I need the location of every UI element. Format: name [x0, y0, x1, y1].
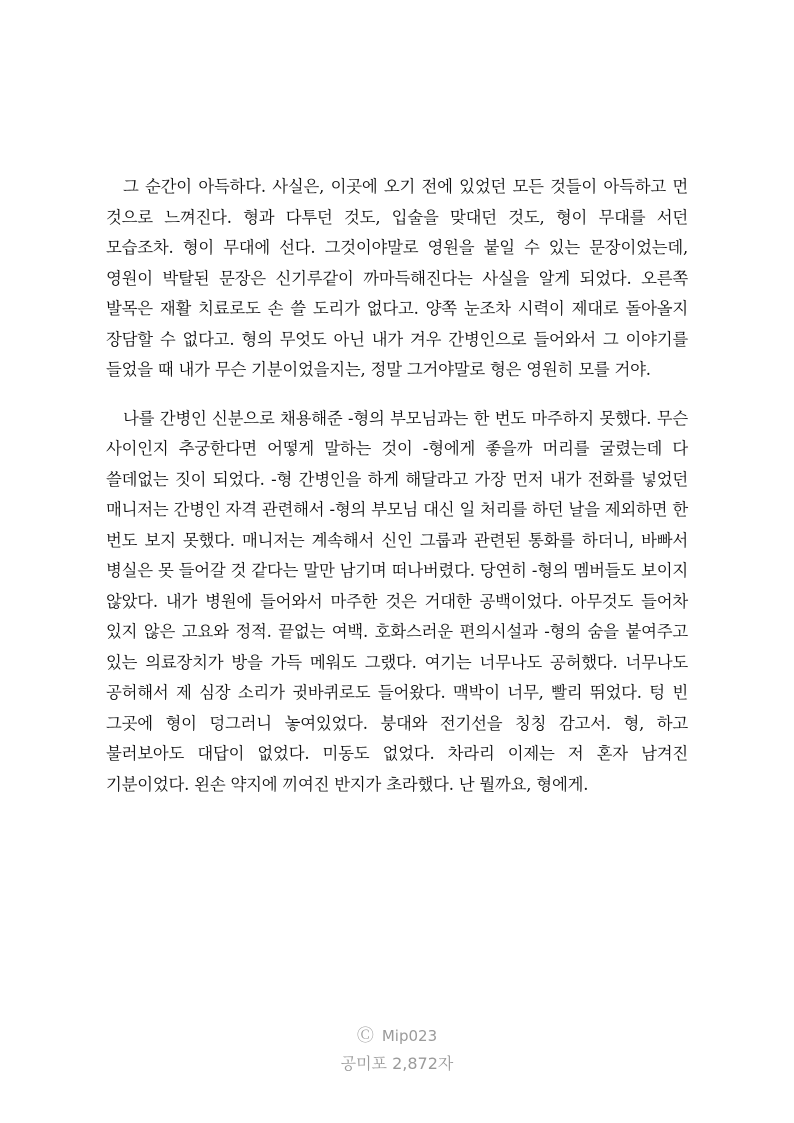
copyright-icon: Ⓒ — [356, 1026, 374, 1046]
copyright-line — [0, 1026, 794, 1046]
paragraph-2: 나를 간병인 신분으로 채용해준 -형의 부모님과는 한 번도 마주하지 못했다. 무슨 사이인지 추궁한다면 어떻게 말하는 것이 -형에게 좋을까 머리를 굴렸는데 다 쓸데없는 짓이 되었다. -형 간병인을 하게 해달라고 가장 먼저 내가 전화를 넣었던 매니저는 간병인 자격 관련해서 -형의 부모님 대신 일 처리를 하던 날을 제외하면 한 번도 보지 못했다. 매니저는 계속해서 신인 그룹과 관련된 통화를 하더니, 바빠서 병실은 못 들어갈 것 같다는 말만 남기며 떠나버렸다. 당연히 -형의 멤버들도 보이지 않았다. 내가 병원에 들어와서 마주한 것은 거대한 공백이었다. 아무것도 들어차 있지 않은 고요와 정적. 끝없는 여백. 호화스러운 편의시설과 -형의 숨을 붙여주고 있는 의료장치가 방을 가득 메워도 그랬다. 여기는 너무나도 공허했다. 너무나도 공허해서 제 심장 소리가 귓바퀴로도 들어왔다. 맥박이 너무, 빨리 뛰었다. 텅 빈 그곳에 형이 덩그러니 놓여있었다. 붕대와 전기선을 칭칭 감고서. 형, 하고 불러보아도 대답이 없었다. 미동도 없었다. 차라리 이제는 저 혼자 남겨진 기분이었다. 왼손 약지에 끼여진 반지가 초라했다. 난 뭘까요, 형에게. — [106, 408, 688, 794]
document-body — [106, 172, 688, 800]
paragraph-1: 그 순간이 아득하다. 사실은, 이곳에 오기 전에 있었던 모든 것들이 아득하고 먼 것으로 느껴진다. 형과 다투던 것도, 입술을 맞대던 것도, 형이 무대를 서던 모습조차. 형이 무대에 선다. 그것이야말로 영원을 붙일 수 있는 문장이었는데, 영원이 박탈된 문장은 신기루같이 까마득해진다는 사실을 알게 되었다. 오른쪽 발목은 재활 치료로도 손 쓸 도리가 없다고. 양쪽 눈조차 시력이 제대로 돌아올지 장담할 수 없다고. 형의 무엇도 아닌 내가 겨우 간병인으로 들어와서 그 이야기를 들었을 때 내가 무슨 기분이었을지는, 정말 그거야말로 형은 영원히 모를 거야. — [106, 177, 688, 379]
author-name: Mip023 — [381, 1027, 438, 1045]
character-count: 공미포 2,872자 — [340, 1054, 454, 1073]
